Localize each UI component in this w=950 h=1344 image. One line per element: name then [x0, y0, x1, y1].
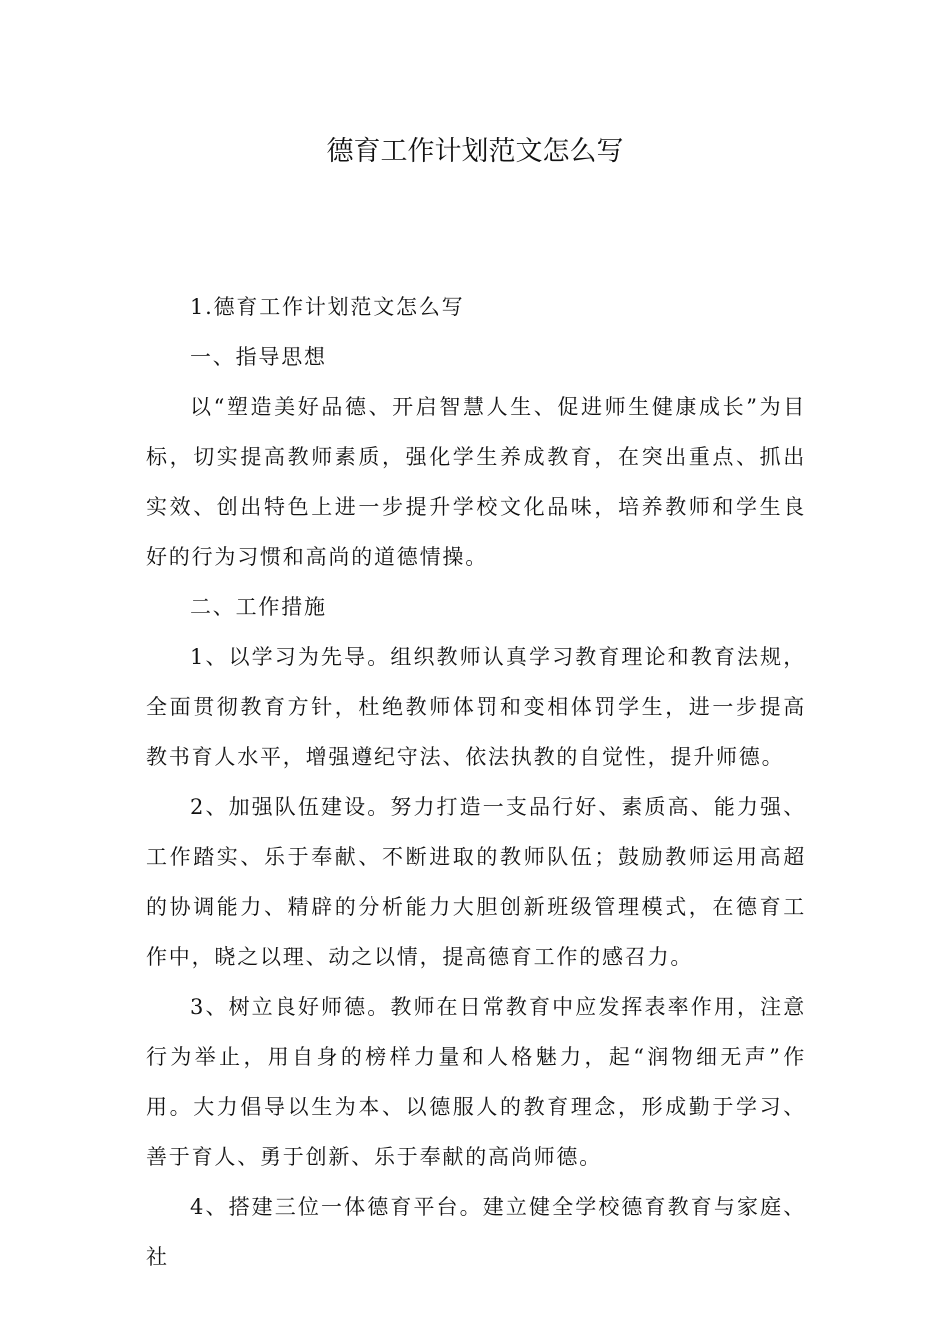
- paragraph-measure-2: 2、加强队伍建设。努力打造一支品行好、素质高、能力强、工作踏实、乐于奉献、不断进取的教师队伍；鼓励教师运用高超的协调能力、精辟的分析能力大胆创新班级管理模式，在德育工作中，晓之以理、动之以情，提高德育工作的感召力。: [146, 795, 806, 969]
- paragraph-measure-1: 1、以学习为先导。组织教师认真学习教育理论和教育法规，全面贯彻教育方针，杜绝教师体罚和变相体罚学生，进一步提高教书育人水平，增强遵纪守法、依法执教的自觉性，提升师德。: [146, 645, 806, 769]
- paragraph-measure-3: 3、树立良好师德。教师在日常教育中应发挥表率作用，注意行为举止，用自身的榜样力量和人格魅力，起“润物细无声”作用。大力倡导以生为本、以德服人的教育理念，形成勤于学习、善于育人、勇于创新、乐于奉献的高尚师德。: [146, 995, 806, 1169]
- section-heading-work-measures: 二、工作措施: [190, 595, 327, 619]
- document-body: [146, 282, 806, 1282]
- paragraph-guiding-ideology: 以“塑造美好品德、开启智慧人生、促进师生健康成长”为目标，切实提高教师素质，强化学生养成教育，在突出重点、抓出实效、创出特色上进一步提升学校文化品味，培养教师和学生良好的行为习惯和高尚的道德情操。: [146, 395, 806, 569]
- paragraph-measure-4: 4、搭建三位一体德育平台。建立健全学校德育教育与家庭、社: [146, 1195, 806, 1269]
- paragraph-heading-1: 1.德育工作计划范文怎么写: [190, 295, 465, 319]
- document-title: 德育工作计划范文怎么写: [326, 136, 624, 167]
- section-heading-guiding-ideology: 一、指导思想: [190, 345, 327, 369]
